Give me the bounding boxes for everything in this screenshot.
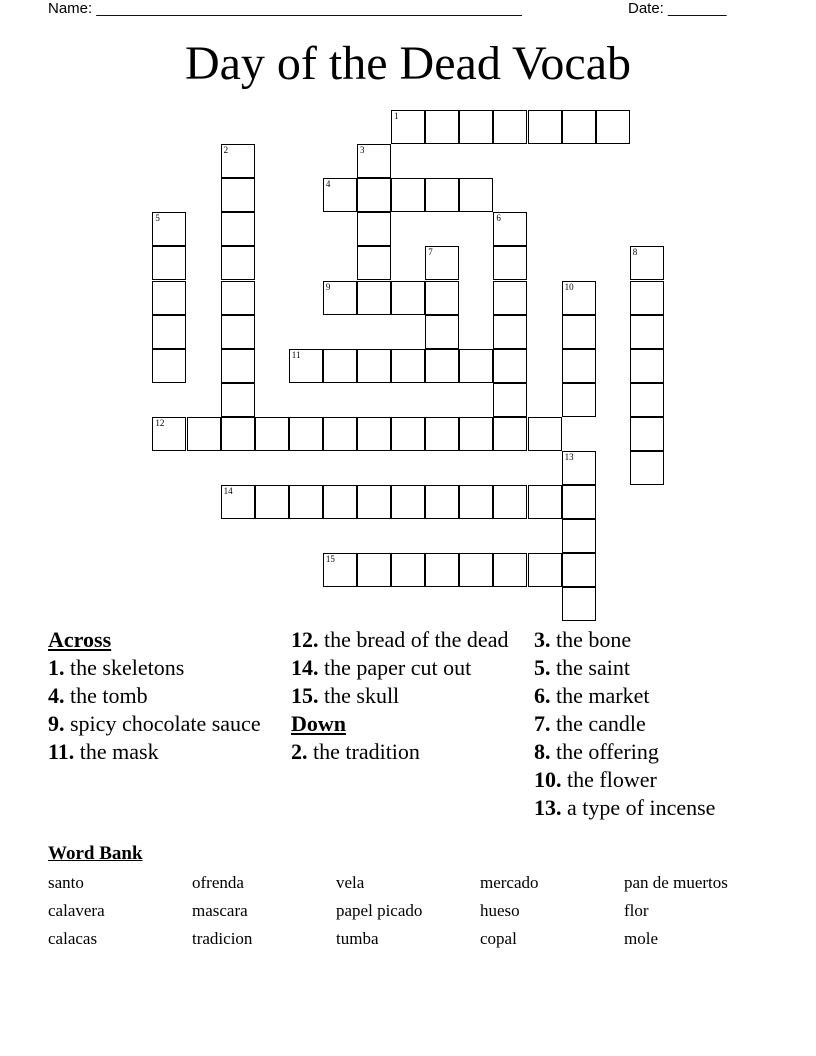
crossword-cell[interactable] — [289, 349, 323, 383]
crossword-cell[interactable] — [323, 349, 357, 383]
clue-text: the market — [556, 683, 650, 708]
crossword-cell[interactable] — [187, 417, 221, 451]
word-bank-list — [48, 872, 768, 950]
crossword-cell[interactable] — [425, 281, 459, 315]
crossword-cell[interactable] — [562, 553, 596, 587]
crossword-cell[interactable] — [152, 417, 186, 451]
clue-text: the tomb — [70, 683, 148, 708]
crossword-cell[interactable] — [221, 383, 255, 417]
clue-across-4 — [48, 684, 274, 708]
word-bank-item: papel picado — [336, 901, 423, 920]
clue-down-10 — [534, 768, 768, 792]
clues-section — [48, 628, 768, 828]
date-field[interactable]: Date: _______ — [628, 0, 727, 17]
crossword-cell[interactable] — [289, 417, 323, 451]
crossword-cell[interactable] — [357, 212, 391, 246]
clue-down-6 — [534, 684, 768, 708]
crossword-cell[interactable] — [357, 281, 391, 315]
crossword-cell[interactable] — [493, 485, 527, 519]
crossword-cell[interactable] — [459, 553, 493, 587]
clue-number: 10. — [534, 767, 562, 792]
crossword-cell[interactable] — [425, 178, 459, 212]
clue-number: 7. — [534, 711, 551, 736]
word-bank-item: tumba — [336, 929, 379, 948]
clue-text: the offering — [556, 739, 659, 764]
clue-number-label: 1 — [394, 111, 399, 121]
crossword-cell[interactable] — [323, 485, 357, 519]
clue-text: the flower — [567, 767, 657, 792]
crossword-cell[interactable] — [221, 144, 255, 178]
clue-number-label: 13 — [564, 452, 574, 462]
clue-across-1 — [48, 656, 274, 680]
word-bank-item: vela — [336, 873, 365, 892]
clue-across-11 — [48, 740, 274, 764]
crossword-cell[interactable] — [459, 110, 493, 144]
clue-text: the saint — [556, 655, 630, 680]
clue-number: 9. — [48, 711, 65, 736]
clue-down-8 — [534, 740, 768, 764]
clue-text: spicy chocolate sauce — [70, 711, 261, 736]
clue-text: the bone — [556, 627, 632, 652]
clues-column-3 — [534, 628, 768, 824]
crossword-cell[interactable] — [562, 110, 596, 144]
clue-number: 5. — [534, 655, 551, 680]
crossword-cell[interactable] — [221, 246, 255, 280]
clue-text: the candle — [556, 711, 646, 736]
crossword-cell[interactable] — [630, 451, 664, 485]
word-bank-item: tradicion — [192, 929, 253, 948]
clues-column-2 — [291, 628, 517, 768]
crossword-cell[interactable] — [152, 246, 186, 280]
crossword-cell[interactable] — [425, 246, 459, 280]
word-bank-item: copal — [480, 929, 517, 948]
crossword-cell[interactable] — [323, 178, 357, 212]
crossword-cell[interactable] — [425, 553, 459, 587]
clue-number-label: 6 — [496, 213, 501, 224]
crossword-cell[interactable] — [357, 417, 391, 451]
clue-across-12 — [291, 628, 517, 652]
crossword-cell[interactable] — [562, 587, 596, 621]
clue-number: 14. — [291, 655, 319, 680]
crossword-cell[interactable] — [391, 349, 425, 383]
word-bank-item: mercado — [480, 873, 539, 892]
clue-down-5 — [534, 656, 768, 680]
word-bank-title: Word Bank — [48, 843, 143, 864]
crossword-cell[interactable] — [391, 417, 425, 451]
word-bank-item: ofrenda — [192, 873, 244, 892]
crossword-cell[interactable] — [493, 417, 527, 451]
crossword-cell[interactable] — [221, 417, 255, 451]
crossword-cell[interactable] — [459, 349, 493, 383]
crossword-cell[interactable] — [630, 246, 664, 280]
crossword-cell[interactable] — [493, 281, 527, 315]
word-bank-item: santo — [48, 873, 84, 892]
page-title: Day of the Dead Vocab — [184, 37, 632, 90]
clue-number: 13. — [534, 795, 562, 820]
crossword-cell[interactable] — [459, 178, 493, 212]
crossword-cell[interactable] — [630, 383, 664, 417]
crossword-cell[interactable] — [391, 553, 425, 587]
crossword-cell[interactable] — [255, 485, 289, 519]
clue-down-7 — [534, 712, 768, 736]
crossword-cell[interactable] — [493, 315, 527, 349]
clue-number-label: 5 — [155, 213, 160, 224]
clue-number: 12. — [291, 627, 319, 652]
clue-number: 1. — [48, 655, 65, 680]
crossword-cell[interactable] — [255, 417, 289, 451]
crossword-cell[interactable] — [562, 383, 596, 417]
crossword-cell[interactable] — [357, 246, 391, 280]
word-bank-item: mascara — [192, 901, 248, 920]
clue-number-label: 2 — [223, 145, 229, 156]
crossword-cell[interactable] — [493, 349, 527, 383]
crossword-cell[interactable] — [221, 212, 255, 246]
crossword-cell[interactable] — [493, 110, 527, 144]
crossword-cell[interactable] — [425, 315, 459, 349]
crossword-cell[interactable] — [391, 110, 425, 144]
crossword-cell[interactable] — [562, 519, 596, 553]
clue-text: the skull — [324, 683, 400, 708]
clue-number: 8. — [534, 739, 551, 764]
clue-text: the tradition — [313, 739, 420, 764]
crossword-cell[interactable] — [562, 349, 596, 383]
crossword-cell[interactable] — [357, 144, 391, 178]
crossword-cell[interactable] — [596, 110, 630, 144]
clue-number-label: 11 — [291, 349, 301, 360]
word-bank — [48, 842, 768, 950]
crossword-cell[interactable] — [221, 178, 255, 212]
crossword-cell[interactable] — [221, 485, 255, 519]
clue-number-label: 12 — [155, 417, 165, 428]
crossword-cell[interactable] — [357, 553, 391, 587]
crossword-cell[interactable] — [562, 315, 596, 349]
crossword-cell[interactable] — [562, 451, 596, 485]
crossword-cell[interactable] — [493, 553, 527, 587]
word-bank-item: pan de muertos — [624, 873, 728, 892]
clue-text: a type of incense — [567, 795, 716, 820]
clue-number: 6. — [534, 683, 551, 708]
clue-number-label: 9 — [325, 281, 331, 292]
clue-across-14 — [291, 656, 517, 680]
clue-down-2 — [291, 740, 517, 764]
crossword-cell[interactable] — [630, 349, 664, 383]
crossword-cell[interactable] — [391, 281, 425, 315]
clue-text: the mask — [79, 739, 159, 764]
crossword-cell[interactable] — [630, 315, 664, 349]
crossword-cell[interactable] — [323, 417, 357, 451]
crossword-cell[interactable] — [152, 349, 186, 383]
clue-text: the skeletons — [70, 655, 185, 680]
clue-number-label: 7 — [428, 247, 433, 258]
crossword-cell[interactable] — [493, 212, 527, 246]
clue-number-label: 4 — [325, 179, 331, 190]
crossword-cell[interactable] — [630, 281, 664, 315]
crossword-cell[interactable] — [152, 212, 186, 246]
crossword-cell[interactable] — [152, 315, 186, 349]
crossword-cell[interactable] — [630, 417, 664, 451]
crossword-cell[interactable] — [459, 485, 493, 519]
clue-text: the bread of the dead — [324, 627, 509, 652]
crossword-cell[interactable] — [357, 485, 391, 519]
crossword-cell[interactable] — [528, 417, 562, 451]
clues-column-1 — [48, 628, 274, 768]
crossword-cell[interactable] — [152, 281, 186, 315]
word-bank-item: flor — [624, 901, 649, 920]
clue-number: 3. — [534, 627, 551, 652]
clue-number: 15. — [291, 683, 319, 708]
crossword-cell[interactable] — [493, 383, 527, 417]
crossword-cell[interactable] — [221, 281, 255, 315]
clue-across-15 — [291, 684, 517, 708]
clue-down-3 — [534, 628, 768, 652]
crossword-cell[interactable] — [391, 485, 425, 519]
clue-number: 2. — [291, 739, 308, 764]
word-bank-item: calacas — [48, 929, 98, 948]
crossword-cell[interactable] — [289, 485, 323, 519]
clue-across-9 — [48, 712, 274, 736]
clue-number-label: 3 — [360, 145, 365, 156]
clue-number-label: 10 — [564, 281, 574, 292]
crossword-cell[interactable] — [323, 281, 357, 315]
crossword-cell[interactable] — [562, 281, 596, 315]
crossword-cell[interactable] — [323, 553, 357, 587]
crossword-cell[interactable] — [528, 553, 562, 587]
across-heading: Across — [48, 627, 112, 652]
crossword-cell[interactable] — [493, 246, 527, 280]
word-bank-item: hueso — [480, 901, 520, 920]
clue-number-label: 8 — [632, 247, 638, 258]
crossword-cell[interactable] — [391, 178, 425, 212]
clue-text: the paper cut out — [324, 655, 472, 680]
crossword-cell[interactable] — [425, 110, 459, 144]
crossword-cell[interactable] — [221, 349, 255, 383]
down-heading: Down — [291, 711, 347, 736]
crossword-cell[interactable] — [357, 178, 391, 212]
crossword-cell[interactable] — [425, 349, 459, 383]
clue-number: 11. — [48, 739, 75, 764]
clue-number-label: 14 — [223, 486, 233, 497]
clue-number: 4. — [48, 683, 65, 708]
word-bank-item: calavera — [48, 901, 105, 920]
crossword-cell[interactable] — [221, 315, 255, 349]
crossword-cell[interactable] — [528, 110, 562, 144]
crossword-cell[interactable] — [459, 417, 493, 451]
crossword-cell[interactable] — [528, 485, 562, 519]
clue-down-13 — [534, 796, 768, 820]
crossword-cell[interactable] — [562, 485, 596, 519]
clue-number-label: 15 — [325, 554, 335, 565]
crossword-cell[interactable] — [425, 417, 459, 451]
word-bank-item: mole — [624, 929, 658, 948]
crossword-cell[interactable] — [357, 349, 391, 383]
name-field[interactable]: Name: ___________________________________________________ — [48, 0, 522, 17]
crossword-cell[interactable] — [425, 485, 459, 519]
